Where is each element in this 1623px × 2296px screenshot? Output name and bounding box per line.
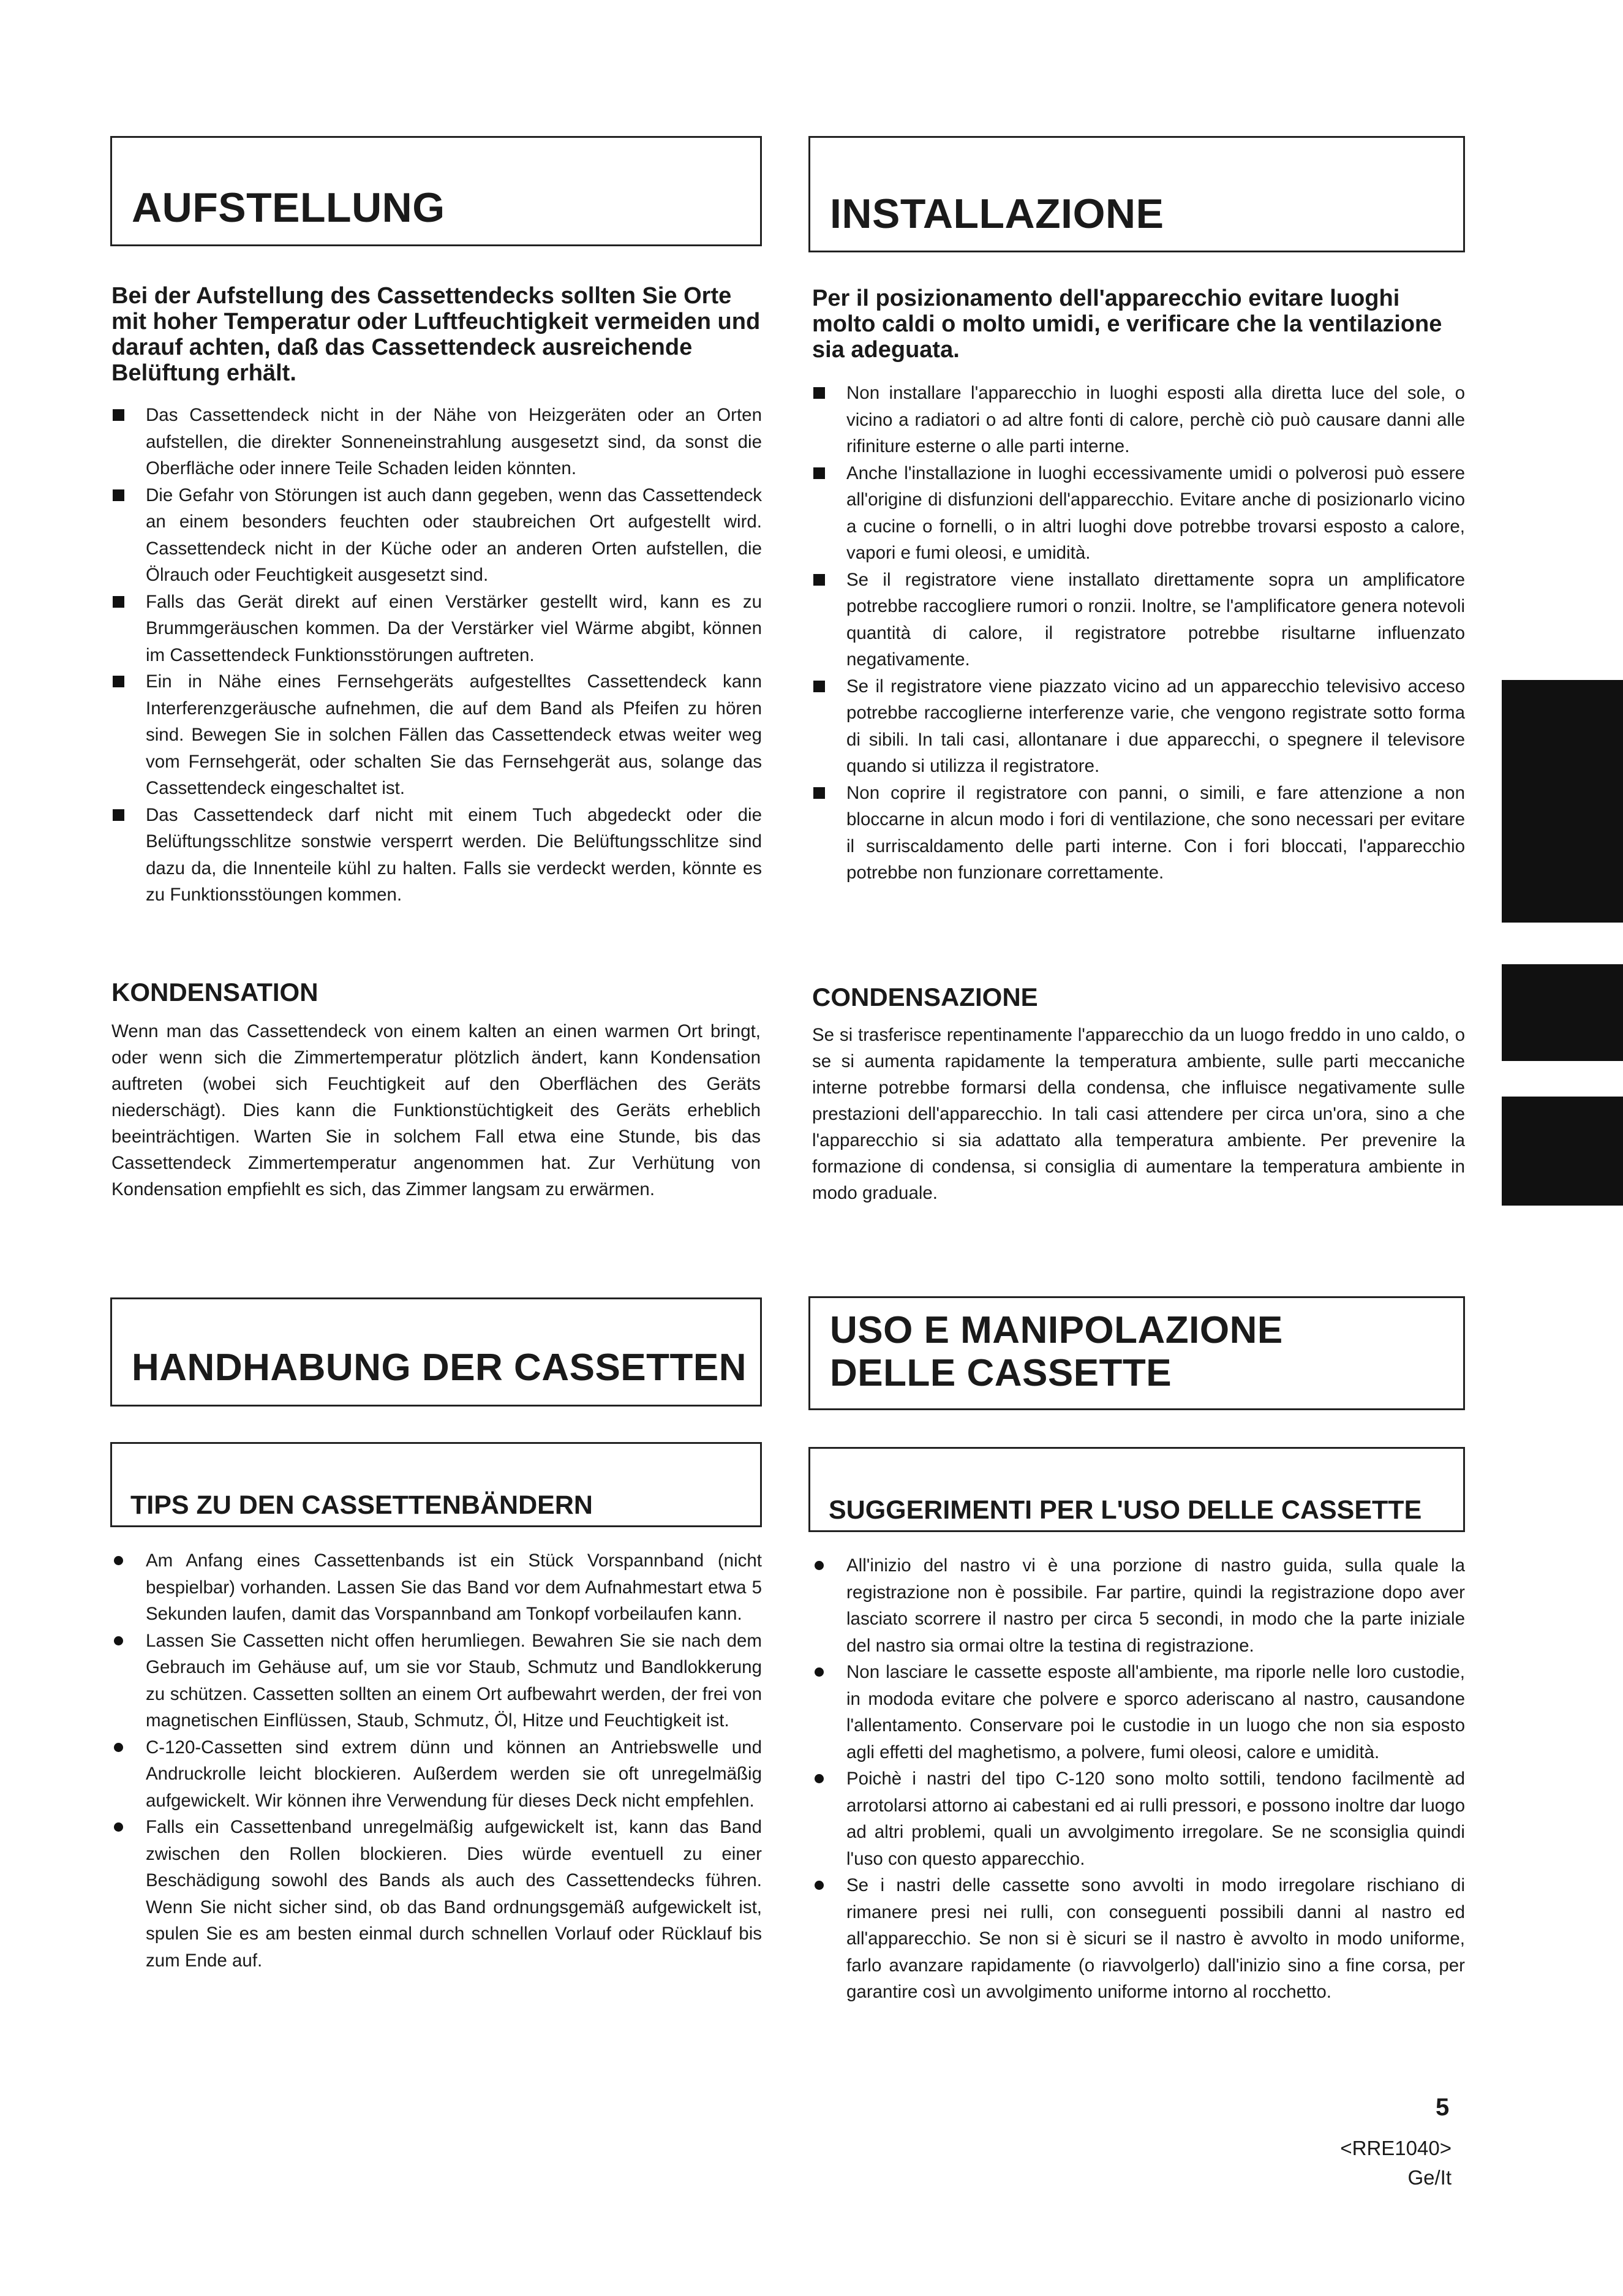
- square-bullet-icon: [813, 387, 825, 399]
- list-item: Se i nastri delle cassette sono avvolti in modo irregolare rischiano di rimanere presi nei rulli, con conseguenti possibili danni al nastro ed all'apparecchio. Se non si è sicuri se il nastro è avvolto in modo uniforme, farlo avanzare rapidamente (o riavvolgerlo) dall'inizio sino a fine corsa, per garantire così un avvolgimento uniforme intorno al rocchetto.: [812, 1872, 1465, 2006]
- list-item: Se il registratore viene installato direttamente sopra un amplificatore potrebbe raccogliere rumori o ronzii. Inoltre, se l'amplificatore genera notevoli quantità di calore, il registratore potrebbe risultarne influenzato negativamente.: [812, 567, 1465, 673]
- tips-list-de: [111, 1547, 762, 1974]
- list-item: Das Cassettendeck nicht in der Nähe von Heizgeräten oder an Orten aufstellen, die direkter Sonneneinstrahlung ausgesetzt sind, da sonst die Oberfläche oder innere Teile Schaden leiden könnten.: [111, 402, 762, 482]
- thumb-tab: [1502, 1097, 1623, 1206]
- thumb-tab: [1502, 964, 1623, 1061]
- round-bullet-icon: [815, 1667, 824, 1677]
- square-bullet-icon: [113, 596, 124, 608]
- round-bullet-icon: [815, 1774, 824, 1783]
- round-bullet-icon: [114, 1636, 123, 1645]
- page-number: 5: [1436, 2094, 1450, 2121]
- document-code: <RRE1040>: [1340, 2137, 1452, 2159]
- list-item: Am Anfang eines Cassettenbands ist ein Stück Vorspannband (nicht bespielbar) vorhanden. Lassen Sie das Band vor dem Aufnahmestart etwa 5 Sekunden laufen, damit das Vorspannband am Tonkopf vorbeilaufen kann.: [111, 1547, 762, 1628]
- list-item: Falls ein Cassettenband unregelmäßig aufgewickelt ist, kann das Band zwischen den Rollen blockieren. Dies würde eventuell zu einer Beschädigung sowohl des Bands als auch des Cassettendecks führen. Wenn Sie nicht sicher sind, ob das Band ordnungsgemäß aufgewickelt ist, spulen Sie es am besten einmal durch schnellen Vorlauf oder Rücklauf bis zum Ende auf.: [111, 1814, 762, 1974]
- list-item: Se il registratore viene piazzato vicino ad un apparecchio televisivo acceso potrebbe raccoglierne interferenze varie, che vengono registrate sotto forma di sibili. In tali casi, allontanare i due apparecchi, o spegnere il televisore quando si utilizza il registratore.: [812, 673, 1465, 780]
- section-heading-handhabung: HANDHABUNG DER CASSETTEN: [132, 1346, 747, 1389]
- round-bullet-icon: [114, 1743, 123, 1752]
- section-heading-uso: USO E MANIPOLAZIONE DELLE CASSETTE: [830, 1309, 1283, 1394]
- list-item: C-120-Cassetten sind extrem dünn und können an Antriebswelle und Andruckrolle leicht blockieren. Außerdem werden sie oft unregelmäßig aufgewickelt. Wir können ihre Verwendung für dieses Deck nicht empfehlen.: [111, 1734, 762, 1815]
- round-bullet-icon: [815, 1881, 824, 1890]
- divider: [808, 1530, 1465, 1532]
- round-bullet-icon: [114, 1822, 123, 1832]
- square-bullet-icon: [813, 574, 825, 586]
- list-item: Non installare l'apparecchio in luoghi esposti alla diretta luce del sole, o vicino a radiatori o ad altre fonti di calore, perchè ciò può causare danni alle rifiniture esterne o alle parti interne.: [812, 380, 1465, 460]
- list-item: Non coprire il registratore con panni, o simili, e fare attenzione a non bloccarne in alcun modo i fori di ventilazione, che sono necessari per evitare il surriscaldamento delle parti interne. Con i fori bloccati, l'apparecchio potrebbe non funzionare correttamente.: [812, 780, 1465, 886]
- round-bullet-icon: [114, 1556, 123, 1565]
- section-heading-box-handhabung: [110, 1297, 762, 1407]
- square-bullet-icon: [113, 409, 124, 421]
- list-item: Non lasciare le cassette esposte all'ambiente, ma riporle nelle loro custodie, in mododa evitare che polvere e sporco aderiscano al nastro, causandone l'allentamento. Conservare poi le custodie in un luogo che non sia esposto agli effetti del maghetismo, a polvere, fumi oleosi, calore e umidità.: [812, 1659, 1465, 1765]
- setup-list-de: [111, 402, 762, 908]
- tips-list-it: [812, 1552, 1465, 2006]
- section-heading-aufstellung: AUFSTELLUNG: [132, 184, 445, 231]
- square-bullet-icon: [113, 489, 124, 501]
- square-bullet-icon: [813, 681, 825, 692]
- list-item: Anche l'installazione in luoghi eccessivamente umidi o polverosi può essere all'origine di disfunzioni dell'apparecchio. Evitare anche di posizionarlo vicino a cucine o fornelli, o in altri luoghi dove potrebbe trovarsi esposto a calore, vapori e fumi oleosi, e umidità.: [812, 460, 1465, 567]
- divider: [110, 1525, 762, 1527]
- condensation-text-it: Se si trasferisce repentinamente l'apparecchio da un luogo freddo in uno caldo, o se si aumenta rapidamente la temperatura ambiente, sulle parti meccaniche interne potrebbe formarsi della condensa, che influisce negativamente sulle prestazioni dell'apparecchio. In tali casi attendere per circa un'ora, sino a che l'apparecchio si sia adattato alla temperatura ambiente. Per prevenire la formazione di condensa, si consiglia di aumentare la temperatura ambiente in modo graduale.: [812, 1025, 1465, 1203]
- list-item: Das Cassettendeck darf nicht mit einem Tuch abgedeckt oder die Belüftungsschlitze sonstwie versperrt werden. Die Belüftungsschlitze sind dazu da, die Innenteile kühl zu halten. Falls sie verdeckt werden, könnte es zu Funktionsstöungen kommen.: [111, 802, 762, 908]
- condensation-text-de: Wenn man das Cassettendeck von einem kalten an einen warmen Ort bringt, oder wenn sich die Zimmertemperatur plötzlich ändert, kann Kondensation auftreten (wobei sich Feuchtigkeit auf den Oberflächen des Geräts niederschägt). Dies kann die Funktionstüchtigkeit des Geräts erheblich beeinträchtigen. Warten Sie in solchem Fall etwa eine Stunde, bis das Cassettendeck Zimmertemperatur angenommen hat. Zur Verhütung von Kondensation empfiehlt es sich, das Zimmer langsam zu erwärmen.: [111, 1021, 761, 1199]
- section-heading-box-uso: [808, 1296, 1465, 1410]
- list-item: All'inizio del nastro vi è una porzione di nastro guida, sulla quale la registrazione non è possibile. Far partire, quindi la registrazione dopo aver lasciato scorrere il nastro per circa 5 secondi, in modo che la parte iniziale del nastro sia ormai oltre la testina di registrazione.: [812, 1552, 1465, 1659]
- subsection-box-tips: [110, 1442, 762, 1527]
- section-heading-installazione: INSTALLAZIONE: [830, 191, 1164, 237]
- square-bullet-icon: [813, 787, 825, 799]
- thumb-tab: [1502, 680, 1623, 785]
- subheading-kondensation: KONDENSATION: [111, 978, 318, 1006]
- list-item: Falls das Gerät direkt auf einen Verstärker gestellt wird, kann es zu Brummgeräuschen kommen. Da der Verstärker viel Wärme abgibt, können im Cassettendeck Funktionsstörungen auftreten.: [111, 589, 762, 669]
- section-heading-box-installazione: [808, 136, 1465, 252]
- section-heading-box-aufstellung: [110, 136, 762, 246]
- setup-lead-de: Bei der Aufstellung des Cassettendecks sollten Sie Orte mit hoher Temperatur oder Luftfeuchtigkeit vermeiden und darauf achten, daß das Cassettendeck ausreichende Belüftung erhält.: [111, 283, 761, 386]
- round-bullet-icon: [815, 1561, 824, 1570]
- subheading-tips: TIPS ZU DEN CASSETTENBÄNDERN: [130, 1490, 593, 1520]
- list-item: Lassen Sie Cassetten nicht offen herumliegen. Bewahren Sie sie nach dem Gebrauch im Gehäuse auf, um sie vor Staub, Schmutz und Bandlokkerung zu schützen. Cassetten sollten an einem Ort aufbewahrt werden, der frei von magnetischen Einflüssen, Staub, Schmutz, Öl, Hitze und Feuchtigkeit ist.: [111, 1628, 762, 1734]
- list-item: Ein in Nähe eines Fernsehgeräts aufgestelltes Cassettendeck kann Interferenzgeräusche aufnehmen, die auf dem Band als Pfeifen zu hören sind. Bewegen Sie in solchen Fällen das Cassettendeck etwas weiter weg vom Fernsehgerät, oder schalten Sie das Fernsehgerät aus, solange das Cassettendeck eingeschaltet ist.: [111, 668, 762, 802]
- subheading-condensazione: CONDENSAZIONE: [812, 983, 1038, 1011]
- list-item: Die Gefahr von Störungen ist auch dann gegeben, wenn das Cassettendeck an einem besonders feuchten oder staubreichen Ort aufgestellt wird. Cassettendeck nicht in der Küche oder an anderen Orten aufstellen, die Ölrauch oder Feuchtigkeit ausgesetzt sind.: [111, 482, 762, 589]
- subsection-box-suggerimenti: [808, 1447, 1465, 1531]
- square-bullet-icon: [113, 809, 124, 821]
- setup-lead-it: Per il posizionamento dell'apparecchio evitare luoghi molto caldi o molto umidi, e verificare che la ventilazione sia adeguata.: [812, 285, 1442, 363]
- language-code: Ge/It: [1407, 2166, 1452, 2189]
- list-item: Poichè i nastri del tipo C-120 sono molto sottili, tendono facilmentè ad arrotolarsi attorno ai cabestani ed ai rulli pressori, e possono inoltre dar luogo ad altri problemi, quali un avvolgimento irregolare. Se ne sconsiglia quindi l'uso con questo apparecchio.: [812, 1765, 1465, 1872]
- setup-list-it: [812, 380, 1465, 886]
- subheading-suggerimenti: SUGGERIMENTI PER L'USO DELLE CASSETTE: [829, 1495, 1422, 1525]
- square-bullet-icon: [813, 467, 825, 479]
- thumb-tab: [1502, 779, 1623, 923]
- square-bullet-icon: [113, 676, 124, 687]
